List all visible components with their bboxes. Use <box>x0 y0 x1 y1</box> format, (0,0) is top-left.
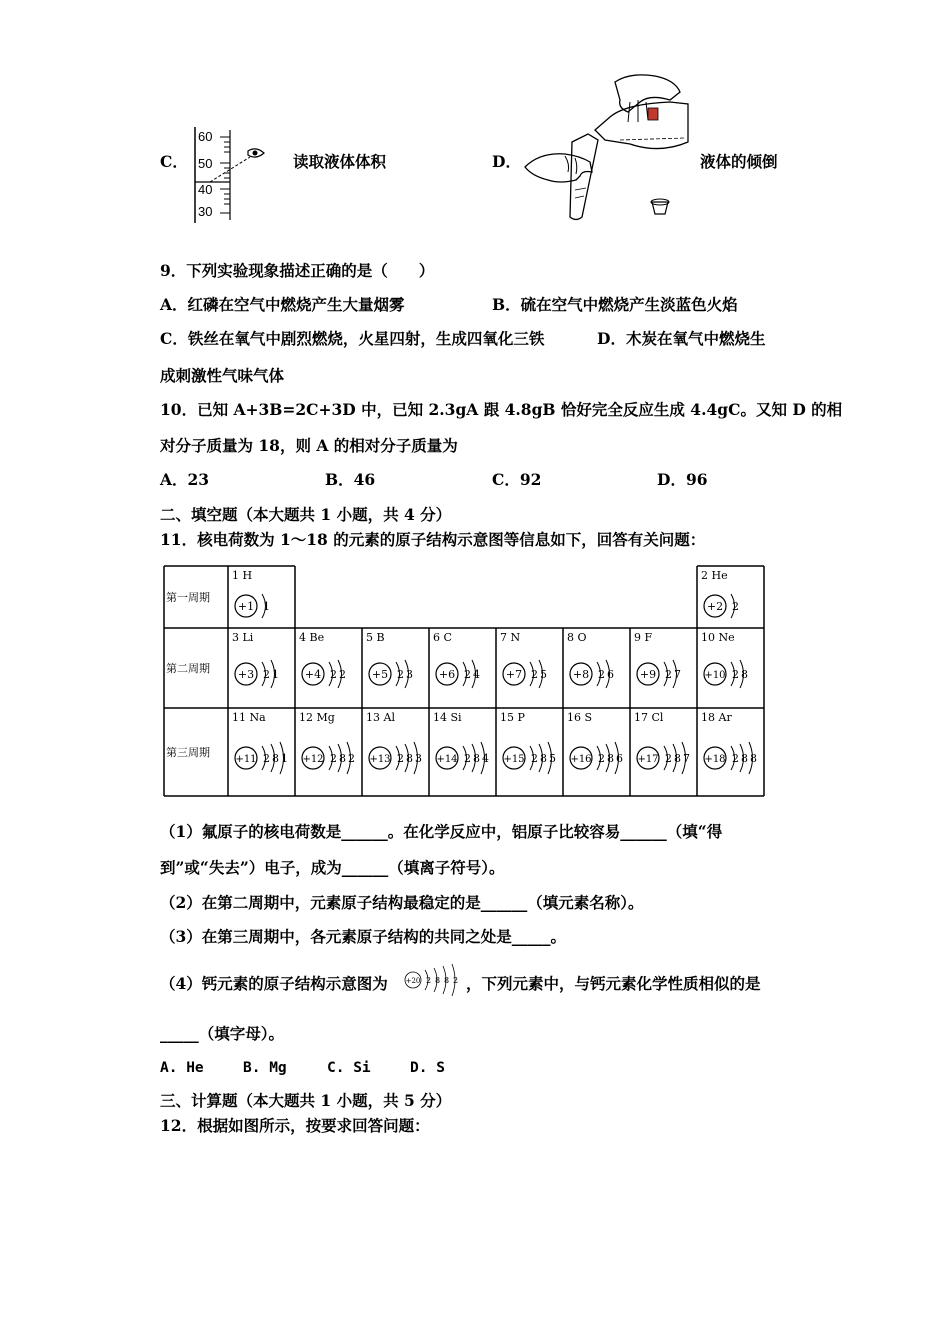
nuclear-charge: +3 <box>237 668 255 681</box>
shell-electron-count: 2 <box>732 600 739 613</box>
nuclear-charge: +8 <box>572 668 590 681</box>
periodic-table-grid <box>163 565 765 797</box>
shell-electron-count: 2 <box>397 752 404 765</box>
element-cell-4-Be <box>302 660 346 688</box>
q11-stem: 11．核电荷数为 1～18 的元素的原子结构示意图等信息如下，回答有关问题： <box>160 530 706 549</box>
nuclear-charge: +15 <box>503 754 525 765</box>
shell-electron-count: 2 <box>531 752 538 765</box>
q11-part4-option-a: A. He <box>160 1060 204 1076</box>
nuclear-charge: +7 <box>505 668 523 681</box>
element-symbol: 9 F <box>634 631 653 644</box>
element-symbol: 18 Ar <box>701 711 732 724</box>
element-cell-11-Na <box>235 742 288 774</box>
shell-electron-count: 8 <box>540 752 547 765</box>
shell-electron-count: 7 <box>674 668 681 681</box>
element-cell-18-Ar <box>704 742 757 774</box>
element-symbol: 2 He <box>701 569 728 582</box>
element-symbol: 15 P <box>500 711 525 724</box>
shell-electron-count: 2 <box>330 668 337 681</box>
q9-option-a: A．红磷在空气中燃烧产生大量烟雾 <box>160 295 405 314</box>
shell-electron-count: 4 <box>482 752 489 765</box>
element-symbol: 10 Ne <box>701 631 735 644</box>
option-c-caption: 读取液体体积 <box>293 152 387 171</box>
element-cell-12-Mg <box>302 742 355 774</box>
q11-part2: （2）在第二周期中，元素原子结构最稳定的是______（填元素名称）。 <box>160 893 644 912</box>
nuclear-charge: +18 <box>704 754 726 765</box>
nuclear-charge: +16 <box>570 754 592 765</box>
calcium-shell-count: 8 <box>435 976 441 985</box>
element-symbol: 3 Li <box>232 631 254 644</box>
tick-label-60: 60 <box>198 129 213 144</box>
element-cell-9-F <box>637 660 681 688</box>
q11-part3: （3）在第三周期中，各元素原子结构的共同之处是_____。 <box>160 927 567 946</box>
element-symbol: 8 O <box>567 631 587 644</box>
section3-heading: 三、计算题（本大题共 1 小题，共 5 分） <box>160 1091 452 1110</box>
nuclear-charge: +9 <box>639 668 657 681</box>
graduated-cylinder-figure <box>190 127 270 225</box>
nuclear-charge: +2 <box>706 600 724 613</box>
shell-electron-count: 5 <box>549 752 556 765</box>
calcium-shell-count: 2 <box>453 976 459 985</box>
shell-electron-count: 2 <box>531 668 538 681</box>
calcium-atom-diagram <box>404 962 462 998</box>
shell-electron-count: 8 <box>607 752 614 765</box>
nuclear-charge: +12 <box>302 754 324 765</box>
periodic-table <box>163 565 763 795</box>
element-symbol: 16 S <box>567 711 593 724</box>
q10-option-a: A．23 <box>160 470 210 489</box>
element-cell-17-Cl <box>637 742 690 774</box>
q11-part4-option-d: D. S <box>410 1060 445 1076</box>
element-cell-7-N <box>503 660 547 688</box>
q10-option-b: B．46 <box>325 470 376 489</box>
q11-part1-line1: （1）氟原子的核电荷数是______。在化学反应中，铝原子比较容易______（填“得 <box>160 822 723 841</box>
period-label: 第三周期 <box>166 746 210 759</box>
nuclear-charge: +13 <box>369 754 391 765</box>
q10-line1: 10．已知 A+3B=2C+3D 中，已知 2.3gA 跟 4.8gB 恰好完全反应生成 4.4gC。又知 D 的相 <box>160 400 843 419</box>
pouring-liquid-figure <box>520 72 695 222</box>
tick-label-40: 40 <box>198 182 213 197</box>
q12-stem: 12．根据如图所示，按要求回答问题： <box>160 1116 430 1135</box>
shell-electron-count: 8 <box>741 668 748 681</box>
shell-electron-count: 8 <box>741 752 748 765</box>
element-symbol: 4 Be <box>299 631 325 644</box>
element-cell-13-Al <box>369 742 422 774</box>
shell-electron-count: 2 <box>263 668 270 681</box>
shell-electron-count: 6 <box>607 668 614 681</box>
shell-electron-count: 8 <box>674 752 681 765</box>
shell-electron-count: 8 <box>473 752 480 765</box>
q9-stem: 9．下列实验现象描述正确的是（ ） <box>160 261 435 280</box>
element-cell-1-H <box>235 594 270 618</box>
element-symbol: 14 Si <box>433 711 462 724</box>
q10-option-d: D．96 <box>657 470 708 489</box>
period-label: 第一周期 <box>166 591 210 604</box>
nuclear-charge: +5 <box>371 668 389 681</box>
element-symbol: 11 Na <box>232 711 266 724</box>
q11-part4-after: ，下列元素中，与钙元素化学性质相似的是 <box>466 974 761 993</box>
q9-option-d: D．木炭在氧气中燃烧生 <box>597 329 766 348</box>
nuclear-charge: +1 <box>237 600 255 613</box>
shell-electron-count: 4 <box>473 668 480 681</box>
shell-electron-count: 8 <box>406 752 413 765</box>
shell-electron-count: 8 <box>750 752 757 765</box>
shell-electron-count: 2 <box>397 668 404 681</box>
shell-electron-count: 2 <box>464 752 471 765</box>
shell-electron-count: 2 <box>732 752 739 765</box>
shell-electron-count: 3 <box>406 668 413 681</box>
shell-electron-count: 1 <box>281 752 288 765</box>
q9-option-d-cont: 成刺激性气味气体 <box>160 366 285 385</box>
option-d-caption: 液体的倾倒 <box>700 152 778 171</box>
element-cell-3-Li <box>235 660 279 688</box>
nuclear-charge: +14 <box>436 754 458 765</box>
shell-electron-count: 2 <box>598 752 605 765</box>
shell-electron-count: 1 <box>263 600 270 613</box>
calcium-atom-svg <box>404 962 462 998</box>
calcium-shell-count: 2 <box>426 976 432 985</box>
shell-electron-count: 2 <box>330 752 337 765</box>
tick-label-50: 50 <box>198 156 213 171</box>
q9-option-b: B．硫在空气中燃烧产生淡蓝色火焰 <box>492 295 738 314</box>
q11-part4-line2: _____（填字母）。 <box>160 1024 285 1043</box>
nuclear-charge: +6 <box>438 668 456 681</box>
element-cell-16-S <box>570 742 623 774</box>
shell-electron-count: 8 <box>339 752 346 765</box>
shell-electron-count: 2 <box>598 668 605 681</box>
element-cell-15-P <box>503 742 556 774</box>
element-cell-8-O <box>570 660 614 688</box>
shell-electron-count: 2 <box>348 752 355 765</box>
section2-heading: 二、填空题（本大题共 1 小题，共 4 分） <box>160 505 452 524</box>
element-symbol: 12 Mg <box>299 711 335 724</box>
element-symbol: 7 N <box>500 631 521 644</box>
element-cell-14-Si <box>436 742 489 774</box>
shell-electron-count: 5 <box>540 668 547 681</box>
shell-electron-count: 2 <box>263 752 270 765</box>
pouring-liquid-drawing <box>520 72 695 222</box>
shell-electron-count: 8 <box>272 752 279 765</box>
q11-part1-line2: 到”或“失去”）电子，成为______（填离子符号）。 <box>160 858 505 877</box>
calcium-charge: +20 <box>405 977 421 985</box>
calcium-shell-count: 8 <box>444 976 450 985</box>
shell-electron-count: 2 <box>732 668 739 681</box>
element-symbol: 17 Cl <box>634 711 664 724</box>
element-cell-5-B <box>369 660 413 688</box>
shell-electron-count: 7 <box>683 752 690 765</box>
element-cell-2-He <box>704 594 739 618</box>
q11-part4-before: （4）钙元素的原子结构示意图为 <box>160 974 388 993</box>
tick-label-30: 30 <box>198 204 213 219</box>
shell-electron-count: 2 <box>339 668 346 681</box>
element-symbol: 6 C <box>433 631 452 644</box>
shell-electron-count: 2 <box>665 752 672 765</box>
element-symbol: 1 H <box>232 569 253 582</box>
shell-electron-count: 6 <box>616 752 623 765</box>
shell-electron-count: 2 <box>464 668 471 681</box>
option-d-label: D． <box>492 152 521 171</box>
q10-option-c: C．92 <box>492 470 542 489</box>
nuclear-charge: +4 <box>304 668 322 681</box>
shell-electron-count: 3 <box>415 752 422 765</box>
element-symbol: 5 B <box>366 631 385 644</box>
period-label: 第二周期 <box>166 662 210 675</box>
q10-line2: 对分子质量为 18，则 A 的相对分子质量为 <box>160 436 458 455</box>
shell-electron-count: 2 <box>665 668 672 681</box>
element-symbol: 13 Al <box>366 711 395 724</box>
element-cell-10-Ne <box>704 660 748 688</box>
shell-electron-count: 1 <box>272 668 279 681</box>
nuclear-charge: +10 <box>704 670 726 681</box>
nuclear-charge: +17 <box>637 754 659 765</box>
q11-part4-option-c: C. Si <box>327 1060 371 1076</box>
q11-part4-option-b: B. Mg <box>243 1060 287 1076</box>
element-cell-6-C <box>436 660 480 688</box>
option-c-label: C． <box>160 152 188 171</box>
q9-option-c: C．铁丝在氧气中剧烈燃烧，火星四射，生成四氧化三铁 <box>160 329 545 348</box>
nuclear-charge: +11 <box>235 754 257 765</box>
